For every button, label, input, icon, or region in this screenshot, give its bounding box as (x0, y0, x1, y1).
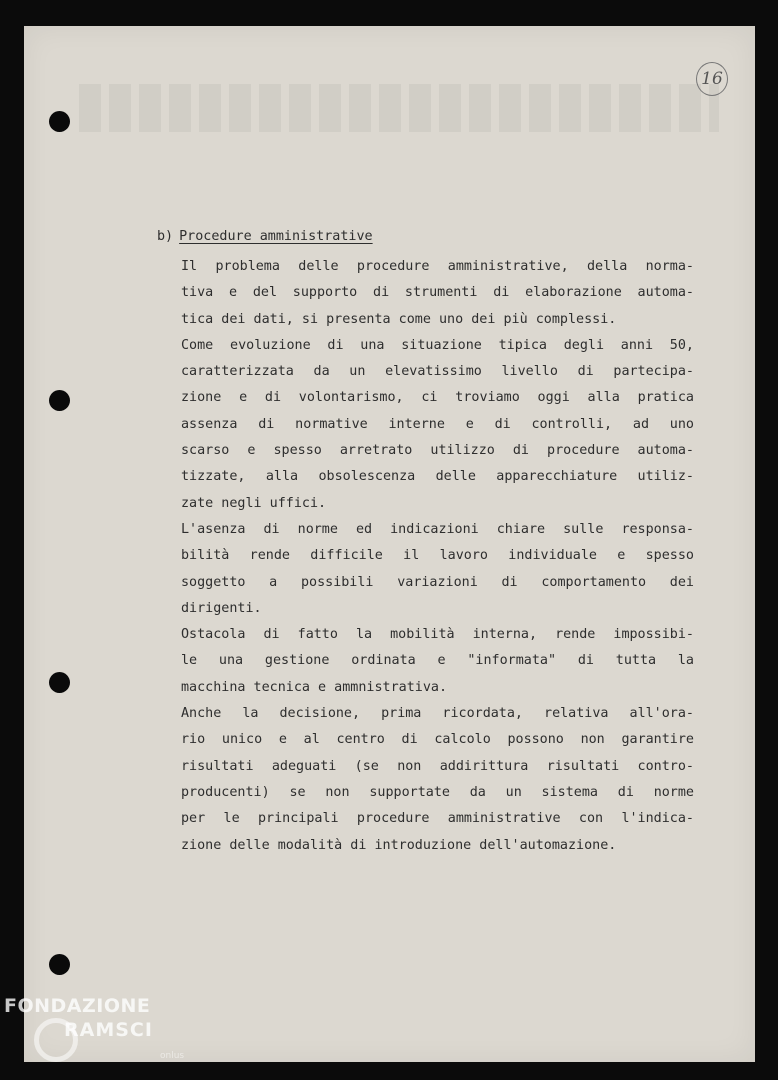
text-line: L'asenza di norme ed indicazioni chiare sulle responsa- (181, 521, 694, 537)
text-line: Il problema delle procedure amministrative, della norma- (181, 259, 694, 274)
punch-hole (49, 672, 70, 693)
punch-hole (49, 390, 70, 411)
bleed-through-text (79, 84, 719, 132)
text-line: Ostacola di fatto la mobilità interna, rende impossibi- (181, 627, 694, 643)
text-line: le una gestione ordinata e "informata" di tutta la (181, 653, 694, 669)
text-line: bilità rende difficile il lavoro individuale e spesso (181, 548, 694, 564)
text-line: risultati adeguati (se non addirittura risultati contro- (181, 758, 694, 774)
logo-onlus: onlus (160, 1051, 185, 1061)
text-line: per le principali procedure amministrative con l'indica- (181, 811, 694, 827)
text-line: tica dei dati, si presenta come uno dei più complessi. (181, 311, 617, 327)
text-line: dirigenti. (181, 600, 262, 616)
page-number: 16 (696, 62, 728, 96)
text-line: producenti) se non supportate da un sistema di norme (181, 784, 694, 800)
section-marker: b) (157, 229, 174, 244)
text-line: tiva e del supporto di strumenti di elaborazione automa- (181, 285, 694, 301)
text-line: tizzate, alla obsolescenza delle apparecchiature utiliz- (181, 469, 694, 485)
logo-line1: FONDAZIONE (4, 995, 151, 1017)
text-line: zate negli uffici. (181, 495, 327, 511)
text-line: assenza di normative interne e di controlli, ad uno (181, 416, 694, 432)
section-title: Procedure amministrative (179, 229, 373, 244)
text-line: soggetto a possibili variazioni di comportamento dei (181, 574, 694, 590)
punch-hole (49, 111, 70, 132)
section-heading (157, 229, 373, 244)
body-text (181, 254, 694, 859)
text-line: scarso e spesso arretrato utilizzo di procedure automa- (181, 443, 694, 459)
fondazione-gramsci-logo (4, 995, 194, 1075)
punch-hole (49, 954, 70, 975)
text-line: zione e di volontarismo, ci troviamo oggi alla pratica (181, 390, 694, 406)
text-line: rio unico e al centro di calcolo possono non garantire (181, 732, 694, 748)
text-line: caratterizzata da un elevatissimo livello di partecipa- (181, 364, 694, 380)
logo-line2: RAMSCI (64, 1019, 153, 1041)
document-page (24, 26, 755, 1062)
text-line: Come evoluzione di una situazione tipica degli anni 50, (181, 337, 694, 353)
text-line: macchina tecnica e ammnistrativa. (181, 679, 448, 695)
text-line: Anche la decisione, prima ricordata, relativa all'ora- (181, 706, 694, 722)
text-line: zione delle modalità di introduzione dell'automazione. (181, 837, 617, 853)
